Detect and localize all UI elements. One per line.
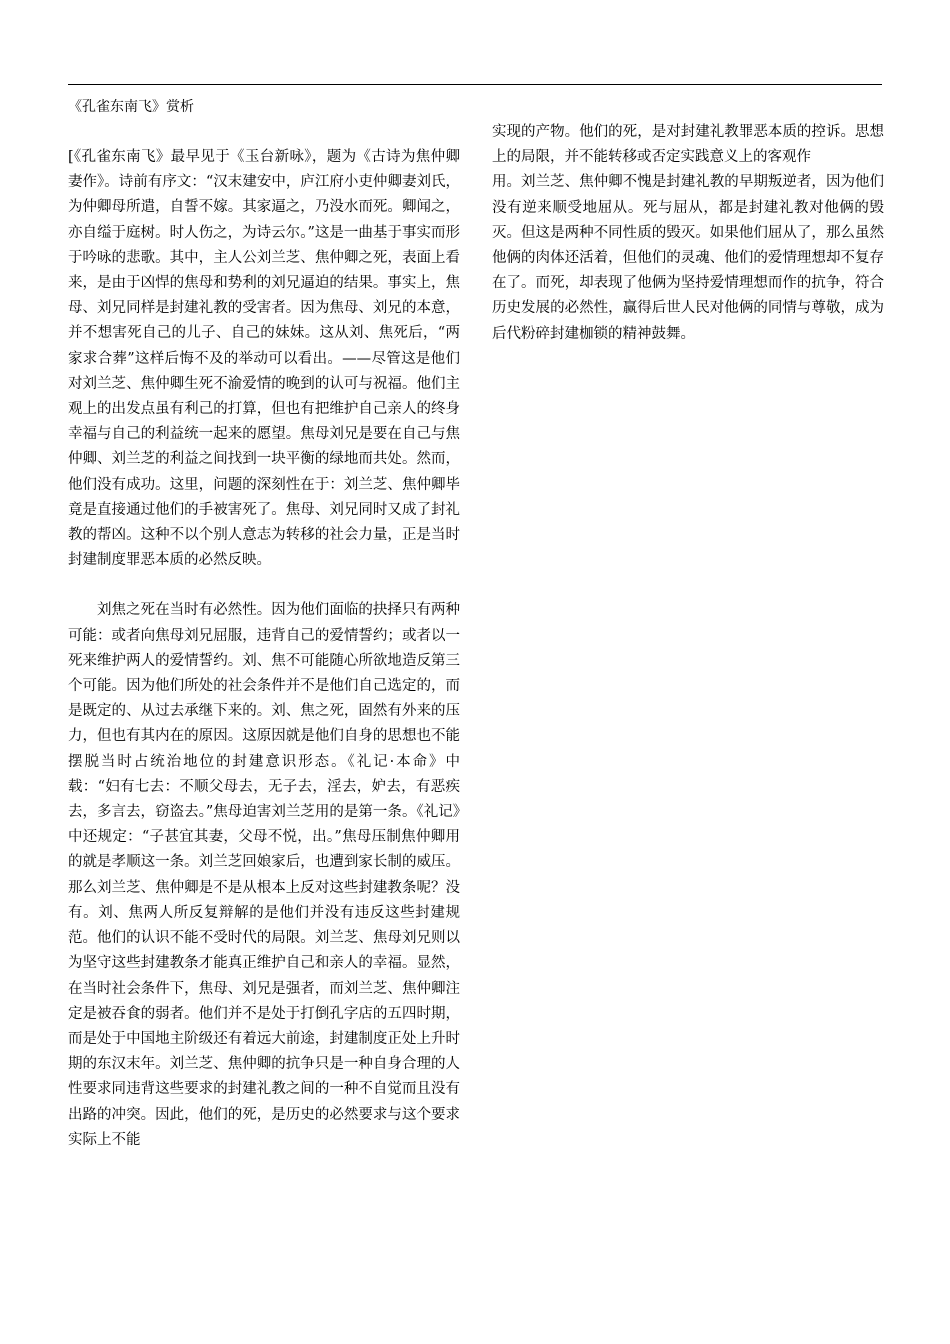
header-rule	[68, 84, 882, 85]
right-paragraph-2: 用。刘兰芝、焦仲卿不愧是封建礼教的早期叛逆者，因为他们没有逆来顺受地屈从。死与屈从，都是封建礼教对他俩的毁灭。但这是两种不同性质的毁灭。如果他们屈从了，那么虽然他俩的肉体还活着，但他们的灵魂、他们的爱情理想却不复存在了。而死，却表现了他俩为坚持爱情理想而作的抗争，符合历史发展的必然性，赢得后世人民对他俩的同情与尊敬，成为后代粉碎封建枷锁的精神鼓舞。	[492, 174, 884, 342]
left-paragraph-1: [《孔雀东南飞》最早见于《玉台新咏》，题为《古诗为焦仲卿妻作》。诗前有序文：“汉末建安中，庐江府小吏仲卿妻刘氏，为仲卿母所遣，自誓不嫁。其家逼之，乃没水而死。卿闻之，亦自缢于庭树。时人伤之，为诗云尔。”这是一曲基于事实而形于吟咏的悲歌。其中，主人公刘兰芝、焦仲卿之死，表面上看来，是由于凶悍的焦母和势利的刘兄逼迫的结果。事实上，焦母、刘兄同样是封建礼教的受害者。因为焦母、刘兄的本意，并不想害死自己的儿子、自己的妹妹。这从刘、焦死后，“两家求合葬”这样后悔不及的举动可以看出。——尽管这是他们对刘兰芝、焦仲卿生死不渝爱情的晚到的认可与祝福。他们主观上的出发点虽有利己的打算，但也有把维护自己亲人的终身幸福与自己的利益统一起来的愿望。焦母刘兄是要在自己与焦仲卿、刘兰芝的利益之间找到一块平衡的绿地而共处。然而，他们没有成功。这里，问题的深刻性在于：刘兰芝、焦仲卿毕竟是直接通过他们的手被害死了。焦母、刘兄同时又成了封礼教的帮凶。这种不以个别人意志为转移的社会力量，正是当时封建制度罪恶本质的必然反映。	[68, 149, 460, 569]
paragraph-gap	[68, 573, 460, 598]
right-paragraph-1: 实现的产物。他们的死，是对封建礼教罪恶本质的控诉。思想上的局限，并不能转移或否定实践意义上的客观作	[492, 124, 884, 166]
left-column	[68, 145, 460, 1153]
left-paragraph-2: 刘焦之死在当时有必然性。因为他们面临的抉择只有两种可能：或者向焦母刘兄屈服，违背自己的爱情誓约；或者以一死来维护两人的爱情誓约。刘、焦不可能随心所欲地造反第三个可能。因为他们所处的社会条件并不是他们自己选定的，而是既定的、从过去承继下来的。刘、焦之死，固然有外来的压力，但也有其内在的原因。这原因就是他们自身的思想也不能摆脱当时占统治地位的封建意识形态。《礼记·本命》中载：“妇有七去：不顺父母去，无子去，淫去，妒去，有恶疾去，多言去，窃盗去。”焦母迫害刘兰芝用的是第一条。《礼记》中还规定：“子甚宜其妻，父母不悦，出。”焦母压制焦仲卿用的就是孝顺这一条。刘兰芝回娘家后，也遭到家长制的威压。那么刘兰芝、焦仲卿是不是从根本上反对这些封建教条呢？没有。刘、焦两人所反复辩解的是他们并没有违反这些封建规范。他们的认识不能不受时代的局限。刘兰芝、焦母刘兄则以为坚守这些封建教条才能真正维护自己和亲人的幸福。显然，在当时社会条件下，焦母、刘兄是强者，而刘兰芝、焦仲卿注定是被吞食的弱者。他们并不是处于打倒孔字店的五四时期，而是处于中国地主阶级还有着远大前途，封建制度正处上升时期的东汉末年。刘兰芝、焦仲卿的抗争只是一种自身合理的人性要求同违背这些要求的封建礼教之间的一种不自觉而且没有出路的冲突。因此，他们的死，是历史的必然要求与这个要求实际上不能	[68, 602, 460, 1148]
right-column	[492, 120, 884, 347]
document-title: 《孔雀东南飞》赏析	[68, 99, 194, 115]
